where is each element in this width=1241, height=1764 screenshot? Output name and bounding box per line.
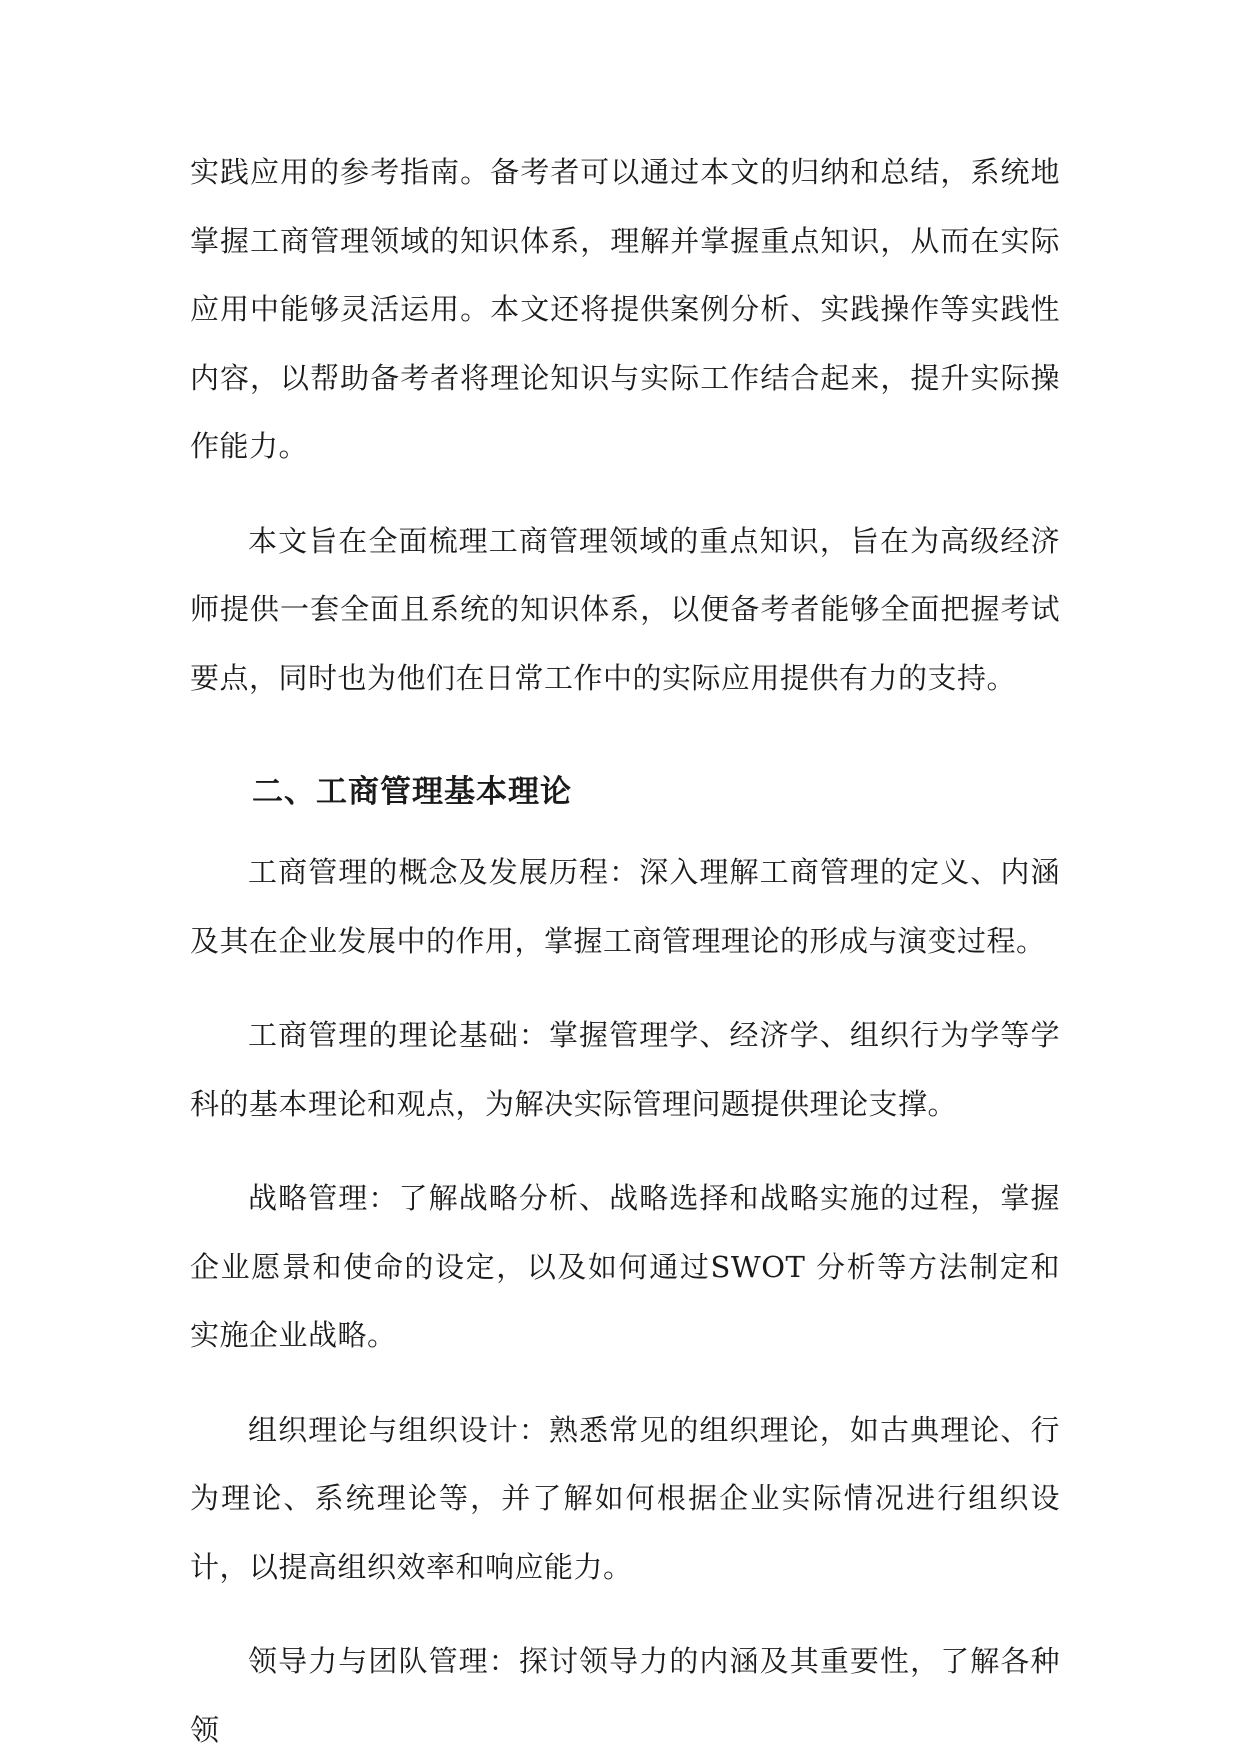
section-heading: 二、工商管理基本理论 <box>252 774 572 810</box>
paragraph-gap <box>190 1370 1060 1396</box>
section-paragraph-2: 工商管理的理论基础：掌握管理学、经济学、组织行为学等学科的基本理论和观点，为解决实际管理问题提供理论支撑。 <box>190 1018 1060 1121</box>
section-paragraph-5: 领导力与团队管理：探讨领导力的内涵及其重要性，了解各种领 <box>190 1644 1060 1747</box>
paragraph-gap <box>190 481 1060 507</box>
section-paragraph-4: 组织理论与组织设计：熟悉常见的组织理论，如古典理论、行为理论、系统理论等，并了解如何根据企业实际情况进行组织设计，以提高组织效率和响应能力。 <box>190 1412 1060 1584</box>
paragraph-gap <box>190 1138 1060 1164</box>
document-body <box>190 138 1060 1764</box>
intro-paragraph-2: 本文旨在全面梳理工商管理领域的重点知识，旨在为高级经济师提供一套全面且系统的知识体系，以便备考者能够全面把握考试要点，同时也为他们在日常工作中的实际应用提供有力的支持。 <box>190 523 1060 695</box>
section-paragraph-3: 战略管理：了解战略分析、战略选择和战略实施的过程，掌握企业愿景和使命的设定，以及如何通过SWOT 分析等方法制定和实施企业战略。 <box>190 1181 1060 1352</box>
paragraph-gap <box>190 975 1060 1001</box>
intro-paragraph-1: 实践应用的参考指南。备考者可以通过本文的归纳和总结，系统地掌握工商管理领域的知识体系，理解并掌握重点知识，从而在实际应用中能够灵活运用。本文还将提供案例分析、实践操作等实践性内容，以帮助备考者将理论知识与实际工作结合起来，提升实际操作能力。 <box>190 155 1060 463</box>
section-gap <box>190 712 1060 752</box>
paragraph-gap <box>190 1601 1060 1627</box>
section-paragraph-1: 工商管理的概念及发展历程：深入理解工商管理的定义、内涵及其在企业发展中的作用，掌握工商管理理论的形成与演变过程。 <box>190 855 1060 958</box>
